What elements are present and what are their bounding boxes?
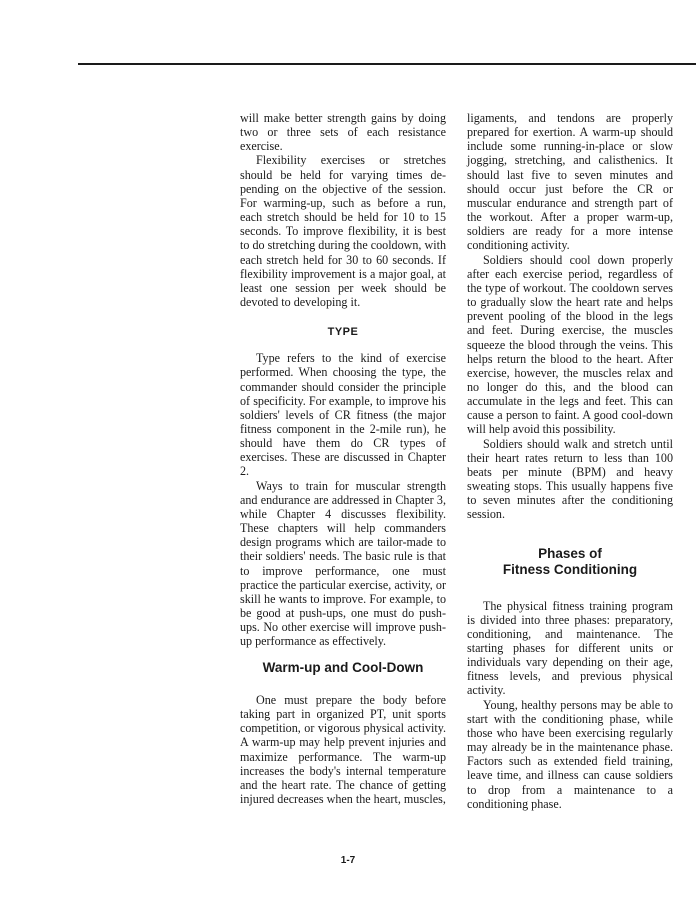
- paragraph-strength-continued: will make better strength gains by doing two or three sets of each resistance exercise.: [240, 111, 446, 154]
- right-column: [467, 111, 673, 811]
- left-column: [240, 111, 446, 806]
- paragraph-flexibility: Flexibility exercises or stretches should be held for varying times depending on the objective of the session. For warming-up, such as before a run, each stretch should be held for 10 to 15 seconds. To improve flexibility, it is best to do stretching during the cooldown, with each stretch held for 30 to 60 seconds. If flexibility improvement is a major goal, at least one session per week should be devoted to developing it.: [240, 153, 446, 310]
- paragraph-type: Type refers to the kind of exercise performed. When choosing the type, the commander should consider the principle of specificity. For example, to improve his soldiers' levels of CR fitness (the major fitness component in the 2-mile run), he should have them do CR types of exercises. These are discussed in Chapter 2.: [240, 351, 446, 479]
- paragraph-warmup-continued: ligaments, and tendons are properly prepared for exertion. A warm-up should include some running-in-place or slow jogging, stretching, and calisthenics. It should last five to seven minutes and should occur just before the CR or muscular endurance and strength part of the workout. After a proper warm-up, soldiers are ready for a more intense conditioning activity.: [467, 111, 673, 253]
- heading-phases: [467, 546, 673, 579]
- heading-phases-line1: Phases of: [538, 545, 602, 561]
- paragraph-cooldown: Soldiers should cool down properly after each exercise period, regardless of the type of workout. The cooldown serves to gradually slow the heart rate and helps prevent pooling of the blood in the legs and feet. During exercise, the muscles squeeze the blood through the veins. This helps return the blood to the heart. After exercise, however, the muscles relax and no longer do this, and the blood can accumulate in the legs and feet. This can cause a person to faint. A good cool-down will help avoid this possibility.: [467, 252, 673, 437]
- page-number: 1-7: [340, 855, 356, 866]
- paragraph-phases: The physical fitness training program is divided into three phases: preparatory, conditioning, and maintenance. The starting phases for different units or individuals vary depending on their age, fitness levels, and previous physical activity.: [467, 598, 673, 698]
- heading-phases-line2: Fitness Conditioning: [502, 562, 638, 578]
- heading-warmup-cooldown: Warm-up and Cool-Down: [262, 660, 424, 676]
- paragraph-warmup: One must prepare the body before taking part in organized PT, unit sports competition, or vigorous physical activity. A warm-up may help prevent injuries and maximize performance. The warm-up increases the body's internal temperature and the heart rate. The chance of getting injured decreases when the heart, muscles,: [240, 692, 446, 807]
- header-rule: [78, 63, 696, 65]
- heading-type: TYPE: [327, 326, 359, 339]
- paragraph-walk-stretch: Soldiers should walk and stretch until their heart rates return to less than 100 beats per minute (BPM) and heavy sweating stops. This usually happens five to seven minutes after the conditioning session.: [467, 436, 673, 522]
- paragraph-young-healthy: Young, healthy persons may be able to start with the conditioning phase, while those who have been exercising regularly may already be in the maintenance phase. Factors such as extended field training, leave time, and illness can cause soldiers to drop from a maintenance to a conditioning phase.: [467, 697, 673, 811]
- paragraph-specificity: Ways to train for muscular strength and endurance are addressed in Chapter 3, while Chapter 4 discusses flexibility. These chapters will help commanders design programs which are tailor-made to their soldiers' needs. The basic rule is that to improve performance, one must practice the particular exercise, activity, or skill he wants to improve. For example, to be good at push-ups, one must do pushups. No other exercise will improve push-up performance as effectively.: [240, 478, 446, 649]
